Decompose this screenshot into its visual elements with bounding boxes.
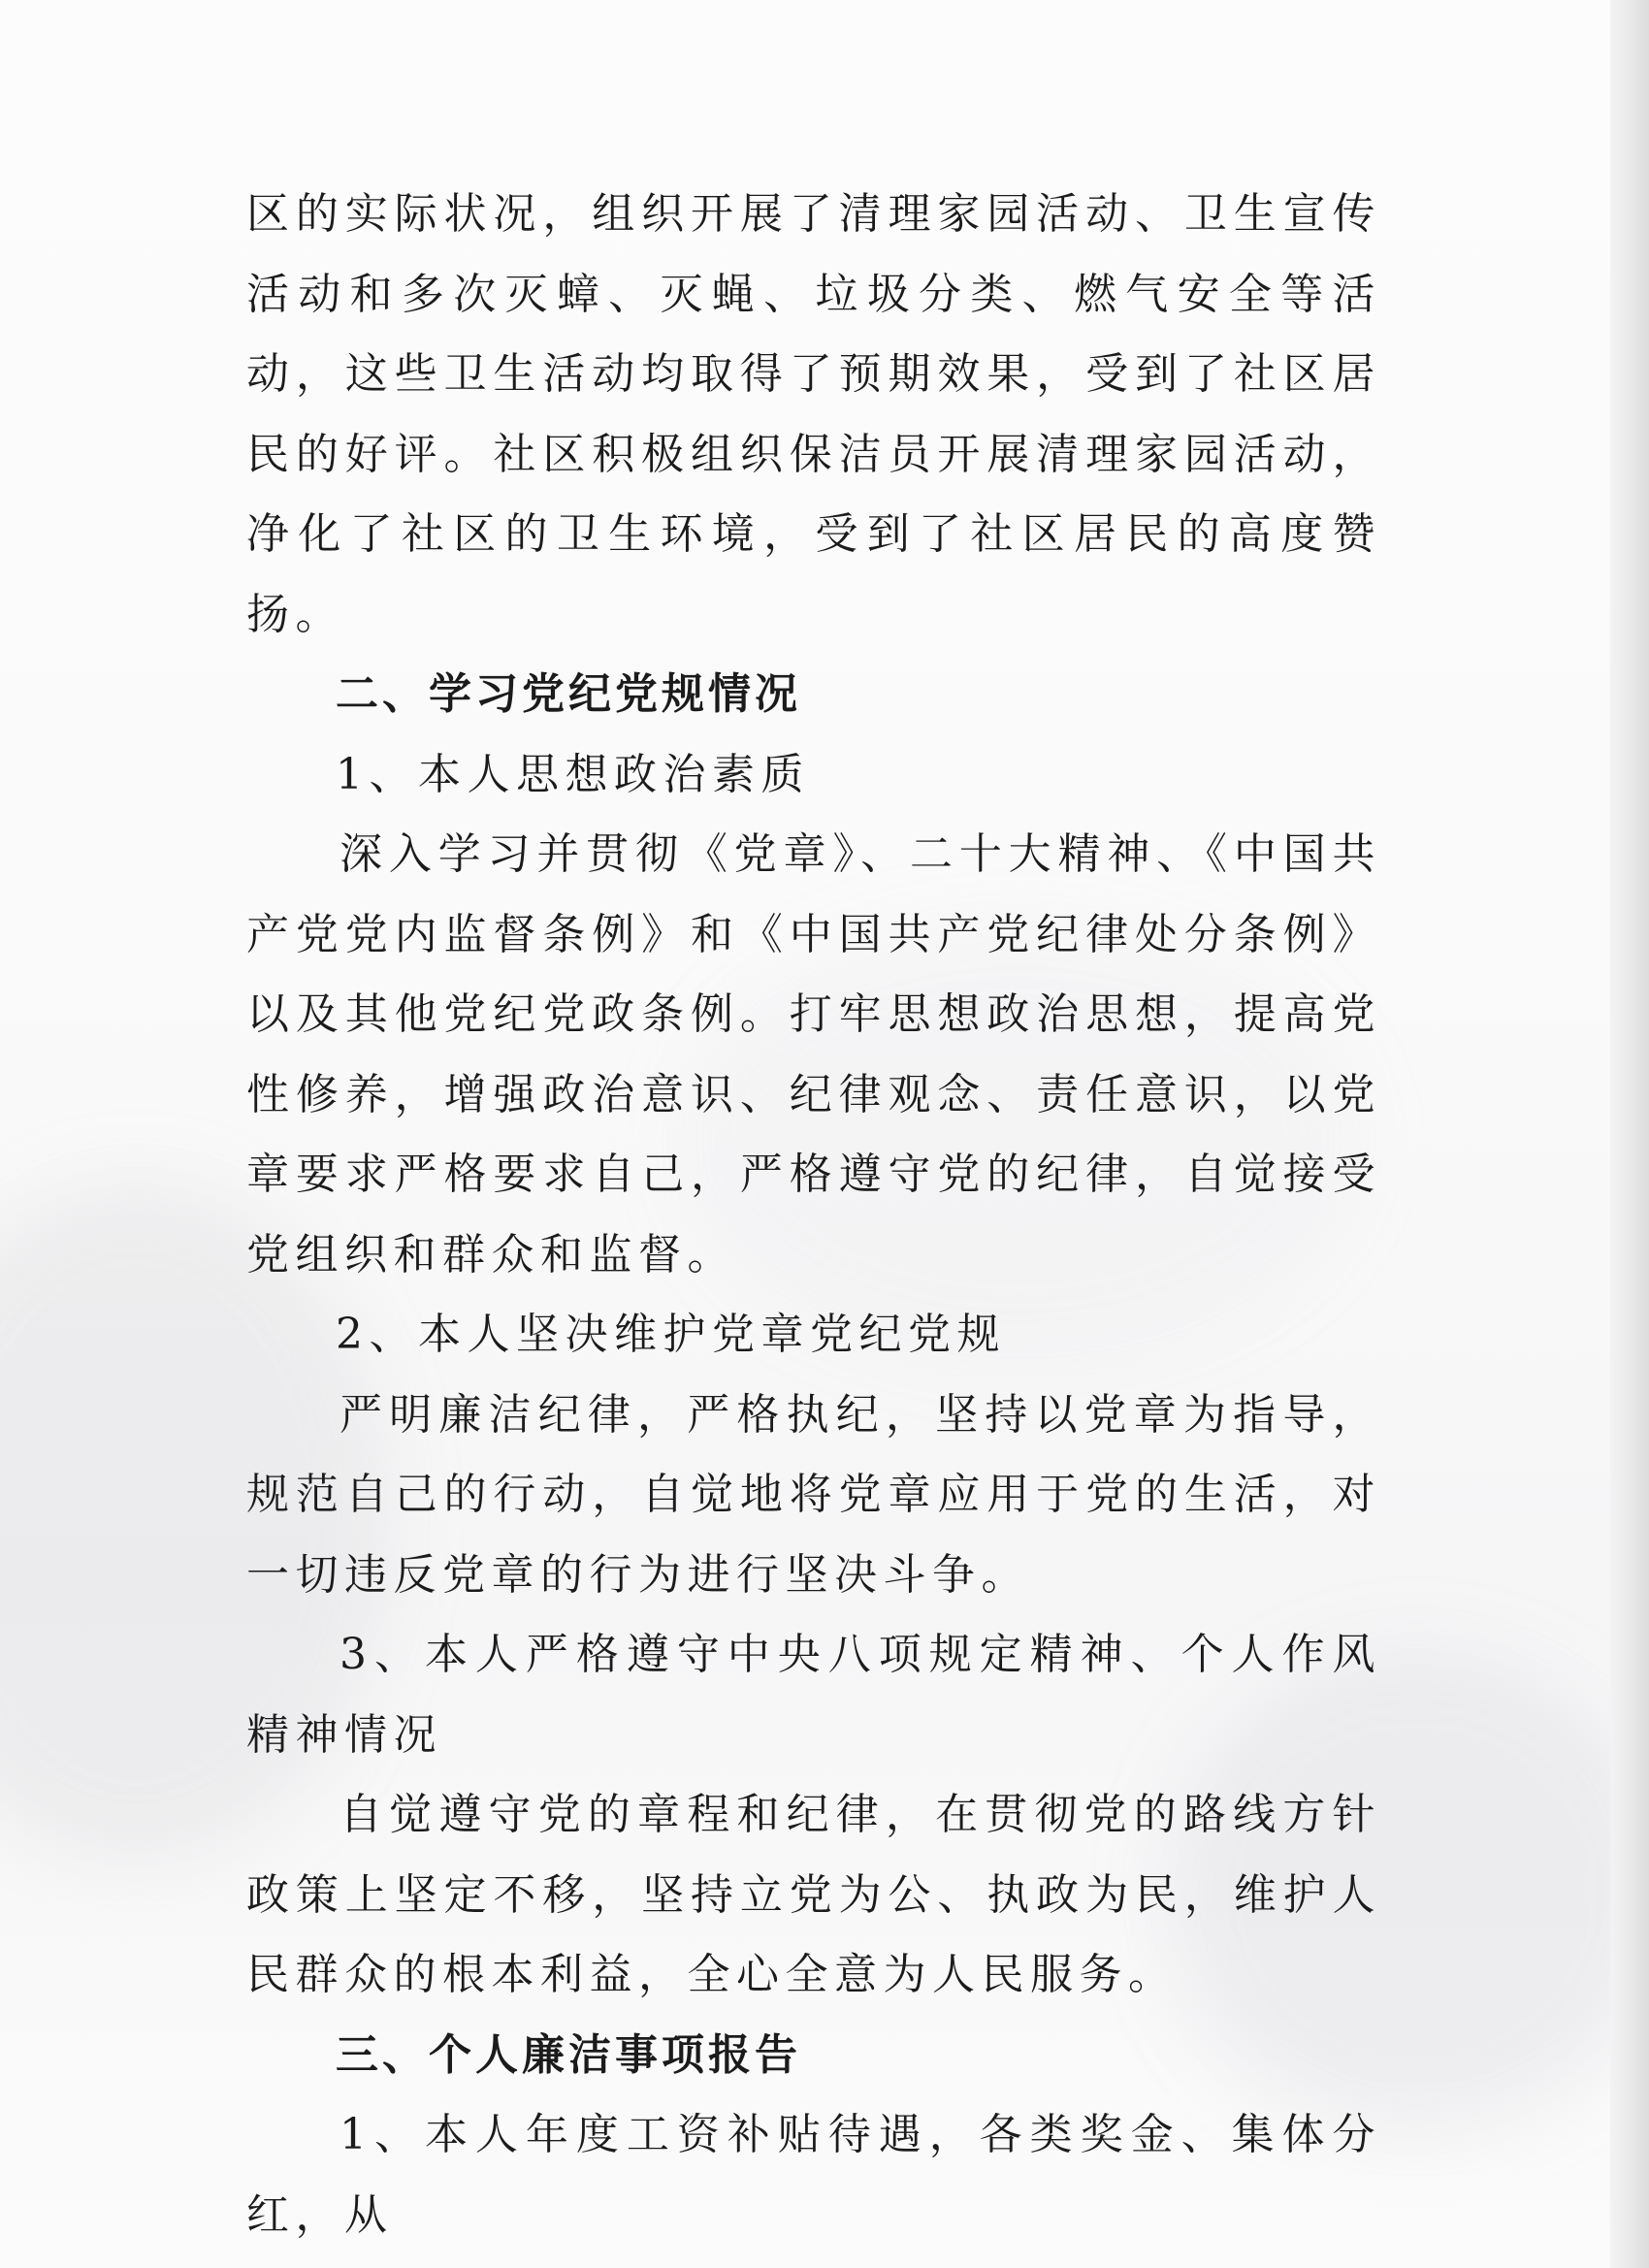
- paragraph-study: 深入学习并贯彻《党章》、二十大精神、《中国共产党党内监督条例》和《中国共产党纪律处分条例》以及其他党纪党政条例。打牢思想政治思想，提高党性修养，增强政治意识、纪律观念、责任意识，以党章要求严格要求自己，严格遵守党的纪律，自觉接受党组织和群众和监督。: [246, 829, 1381, 1280]
- paragraph-serve-people: 自觉遵守党的章程和纪律，在贯彻党的路线方针政策上坚定不移，坚持立党为公、执政为民，维护人民群众的根本利益，全心全意为人民服务。: [246, 1790, 1381, 1999]
- paragraph-activities: 区的实际状况，组织开展了清理家园活动、卫生宣传活动和多次灭蟑、灭蝇、垃圾分类、燃气安全等活动，这些卫生活动均取得了预期效果，受到了社区居民的好评。社区积极组织保洁员开展清理家园活动，净化了社区的卫生环境，受到了社区居民的高度赞扬。: [246, 189, 1381, 639]
- section-heading-3: 三、个人廉洁事项报告: [336, 2029, 801, 2080]
- scan-edge: [1610, 0, 1649, 2268]
- section-heading-2: 二、学习党纪党规情况: [336, 669, 801, 719]
- subheading-political-quality: 1、本人思想政治素质: [336, 749, 810, 799]
- subheading-eight-rules: 3、本人严格遵守中央八项规定精神、个人作风精神情况: [246, 1630, 1381, 1760]
- subheading-uphold-rules: 2、本人坚决维护党章党纪党规: [336, 1310, 1006, 1359]
- document-body: [246, 175, 1381, 2255]
- paragraph-discipline: 严明廉洁纪律，严格执纪，坚持以党章为指导，规范自己的行动，自觉地将党章应用于党的生活，对一切违反党章的行为进行坚决斗争。: [246, 1389, 1381, 1600]
- paragraph-salary: 1、本人年度工资补贴待遇，各类奖金、集体分红，从: [246, 2110, 1381, 2240]
